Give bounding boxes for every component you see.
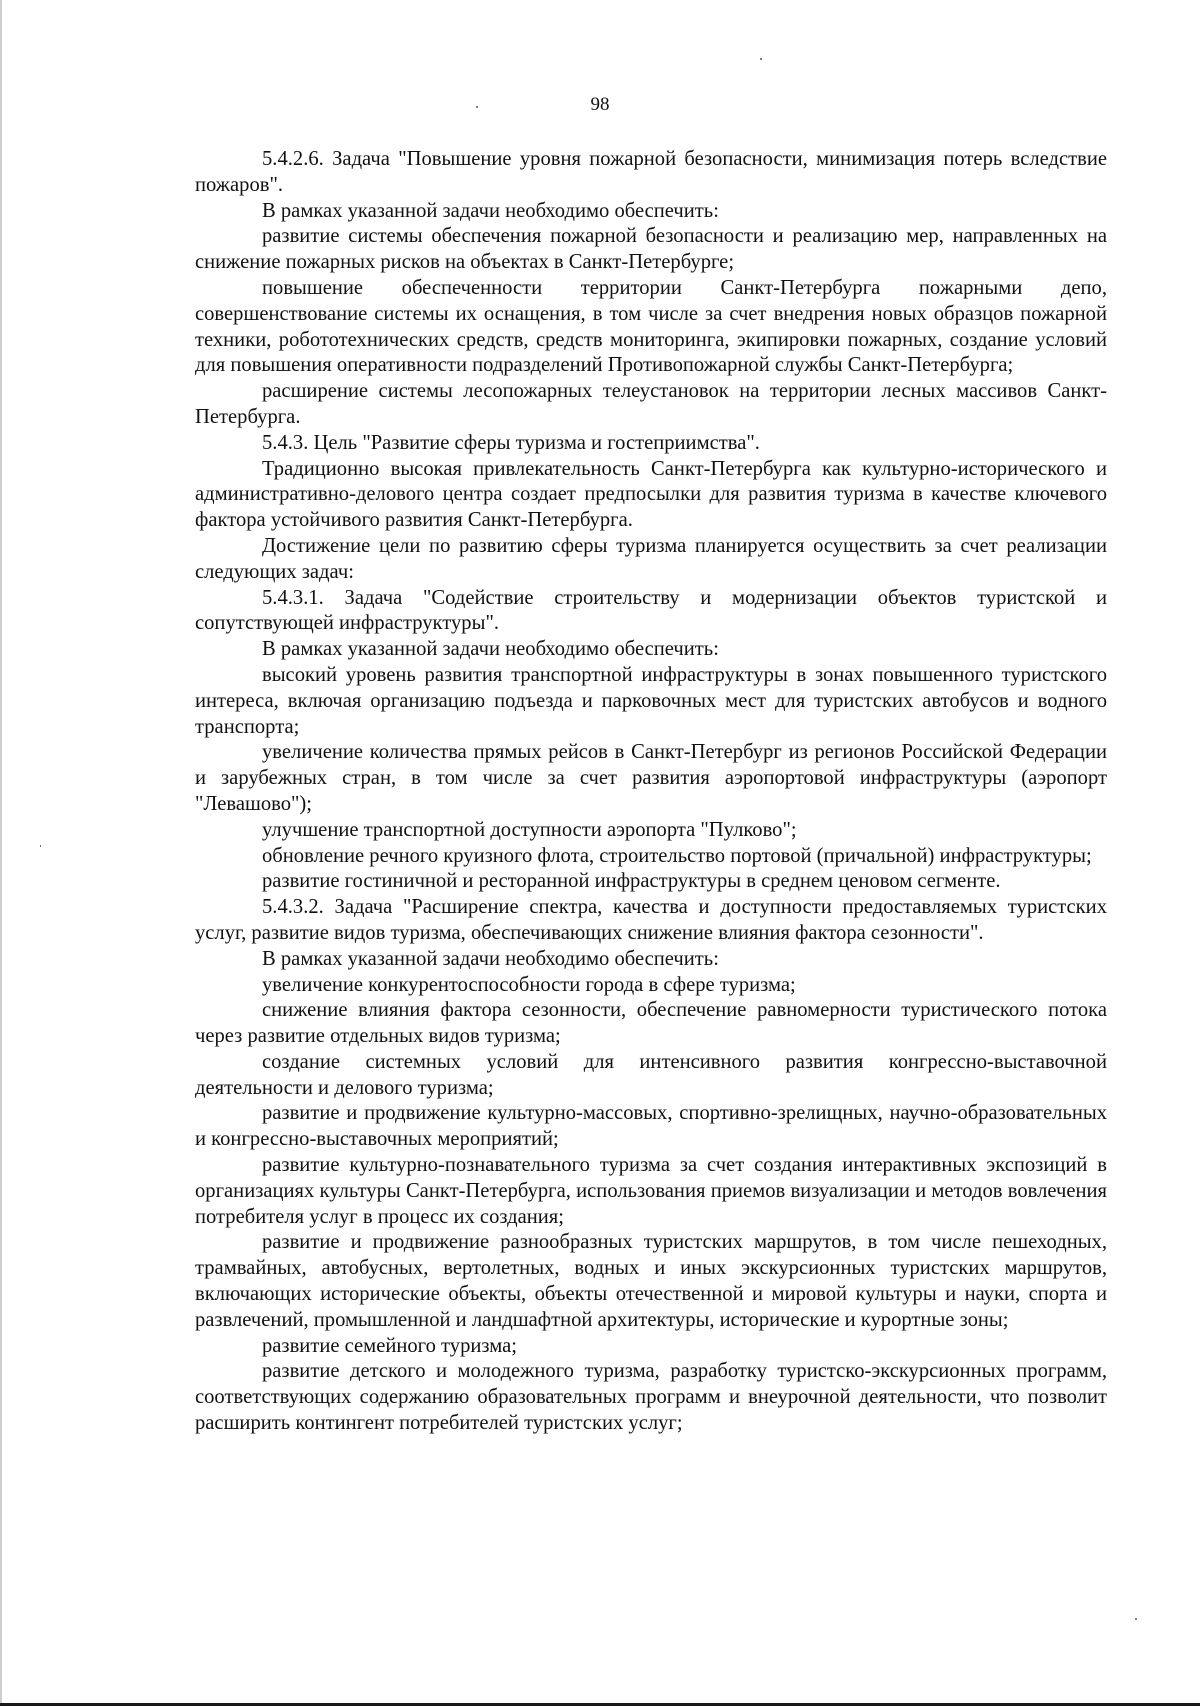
paragraph: высокий уровень развития транспортной инфраструктуры в зонах повышенного туристского интереса, включая организацию подъезда и парковочных мест для туристских автобусов и водного транспорта; — [195, 663, 1107, 738]
scan-edge-left — [0, 0, 2, 1706]
paragraph: повышение обеспеченности территории Санкт-Петербурга пожарными депо, совершенствование системы их оснащения, в том числе за счет внедрения новых образцов пожарной техники, робототехнических средств, средств мониторинга, экипировки пожарных, создание условий для повышения оперативности подразделений Противопожарной службы Санкт-Петербурга; — [195, 276, 1107, 377]
paragraph-task-5-4-2-6: 5.4.2.6. Задача "Повышение уровня пожарной безопасности, минимизация потерь вследствие пожаров". — [195, 148, 1107, 196]
scan-speck — [1135, 1618, 1137, 1620]
paragraph-task-5-4-3-2: 5.4.3.2. Задача "Расширение спектра, качества и доступности предоставляемых туристских услуг, развитие видов туризма, обеспечивающих снижение влияния фактора сезонности". — [195, 896, 1107, 944]
paragraph: В рамках указанной задачи необходимо обеспечить: — [262, 199, 719, 222]
paragraph-goal-5-4-3: 5.4.3. Цель "Развитие сферы туризма и гостеприимства". — [262, 431, 760, 454]
paragraph: расширение системы лесопожарных телеустановок на территории лесных массивов Санкт-Петербурга. — [195, 380, 1107, 428]
scan-speck — [476, 106, 478, 108]
scan-speck — [40, 845, 41, 847]
page-number: 98 — [590, 94, 610, 115]
paragraph: развитие детского и молодежного туризма, разработку туристско-экскурсионных программ, соответствующих содержанию образовательных программ и внеурочной деятельности, что позволит расширить контингент потребителей туристских услуг; — [195, 1360, 1107, 1435]
paragraph-task-5-4-3-1: 5.4.3.1. Задача "Содействие строительству и модернизации объектов туристской и сопутствующей инфраструктуры". — [195, 586, 1107, 635]
paragraph: развитие гостиничной и ресторанной инфраструктуры в среднем ценовом сегменте. — [262, 870, 1001, 893]
paragraph: обновление речного круизного флота, строительство портовой (причальной) инфраструктуры; — [262, 844, 1092, 867]
paragraph: развитие и продвижение культурно-массовых, спортивно-зрелищных, научно-образовательных и конгрессно-выставочных мероприятий; — [195, 1102, 1107, 1151]
paragraph: увеличение количества прямых рейсов в Санкт-Петербург из регионов Российской Федерации и зарубежных стран, в том числе за счет развития аэропортовой инфраструктуры (аэропорт "Левашово"); — [195, 741, 1107, 815]
paragraph: улучшение транспортной доступности аэропорта "Пулково"; — [262, 818, 797, 841]
paragraph: В рамках указанной задачи необходимо обеспечить: — [262, 947, 719, 970]
paragraph: В рамках указанной задачи необходимо обеспечить: — [262, 638, 719, 661]
paragraph: развитие и продвижение разнообразных туристских маршрутов, в том числе пешеходных, трамвайных, автобусных, вертолетных, водных и иных экскурсионных туристских маршрутов, включающих исторические объекты, объекты отечественной и мировой культуры и науки, спорта и развлечений, промышленной и ландшафтной архитектуры, исторические и курортные зоны; — [195, 1231, 1107, 1331]
paragraph: увеличение конкурентоспособности города в сфере туризма; — [262, 973, 796, 996]
paragraph: Традиционно высокая привлекательность Санкт-Петербурга как культурно-исторического и административно-делового центра создает предпосылки для развития туризма в качестве ключевого фактора устойчивого развития Санкт-Петербурга. — [195, 457, 1107, 532]
page-body — [195, 147, 1107, 1437]
paragraph: развитие культурно-познавательного туризма за счет создания интерактивных экспозиций в организациях культуры Санкт-Петербурга, использования приемов визуализации и методов вовлечения потребителя услуг в процесс их создания; — [195, 1154, 1107, 1228]
paragraph: снижение влияния фактора сезонности, обеспечение равномерности туристического потока через развитие отдельных видов туризма; — [195, 999, 1107, 1048]
paragraph: развитие системы обеспечения пожарной безопасности и реализацию мер, направленных на снижение пожарных рисков на объектах в Санкт-Петербурге; — [195, 225, 1107, 274]
paragraph: развитие семейного туризма; — [262, 1334, 517, 1357]
paragraph: создание системных условий для интенсивного развития конгрессно-выставочной деятельности и делового туризма; — [195, 1050, 1107, 1099]
paragraph: Достижение цели по развитию сферы туризма планируется осуществить за счет реализации следующих задач: — [195, 534, 1107, 583]
scan-speck — [760, 58, 762, 60]
